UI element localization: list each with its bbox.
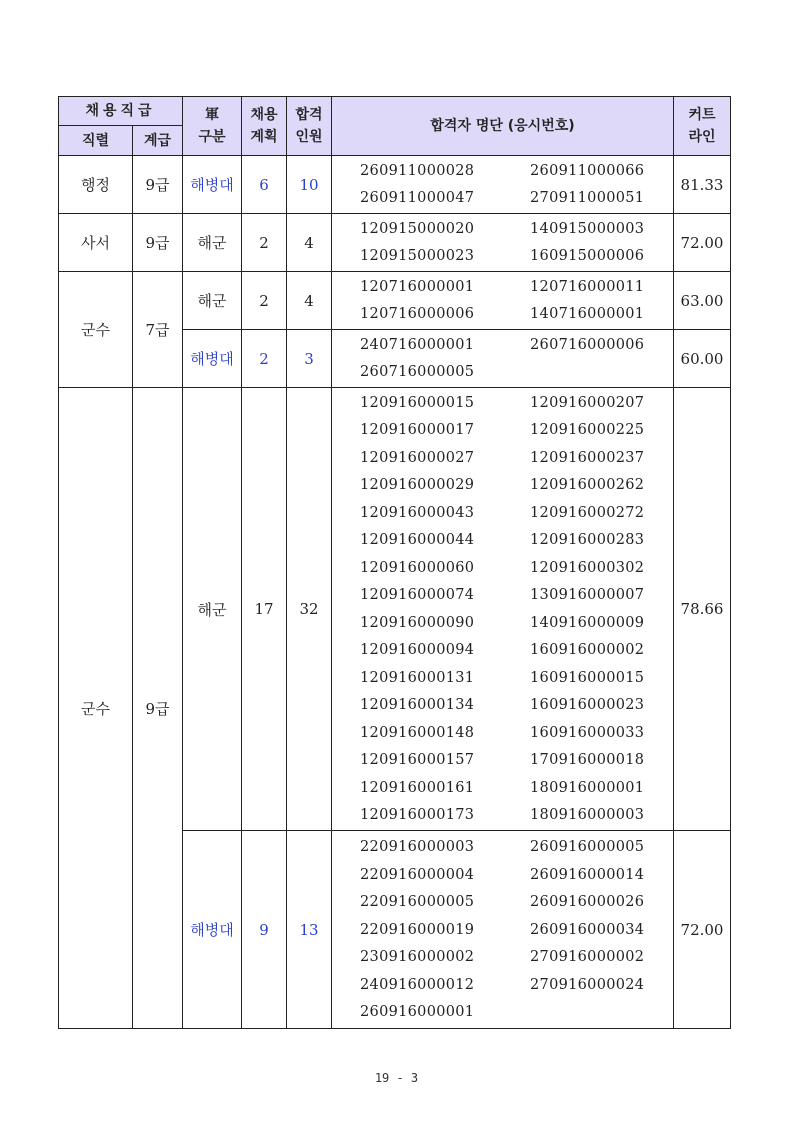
passed-cell: 4 — [287, 272, 332, 330]
passer-numbers-list — [360, 331, 673, 386]
passer-numbers-cell — [332, 272, 674, 330]
branch-cell: 해병대 — [183, 330, 242, 388]
passer-numbers-cell — [332, 330, 674, 388]
passed-cell: 32 — [287, 388, 332, 831]
header-grade: 계급 — [133, 126, 183, 156]
candidate-number: 260916000026 — [530, 894, 645, 910]
candidate-number: 180916000003 — [530, 807, 645, 824]
candidate-number: 120916000060 — [360, 559, 475, 576]
candidate-number: 260716000005 — [360, 364, 475, 381]
passer-numbers-cell — [332, 214, 674, 272]
passer-numbers-list — [360, 389, 673, 829]
candidate-number: 270911000051 — [530, 190, 645, 207]
passed-cell: 13 — [287, 831, 332, 1029]
candidate-number: 120916000272 — [530, 504, 645, 521]
candidate-number: 160916000002 — [530, 642, 645, 659]
branch-cell: 해군 — [183, 388, 242, 831]
table-row — [59, 272, 731, 330]
candidate-number: 120916000094 — [360, 642, 475, 659]
candidate-number: 120916000225 — [530, 422, 645, 439]
candidate-number: 260911000028 — [360, 162, 475, 179]
passer-numbers-list — [360, 833, 673, 1026]
candidate-number: 120716000011 — [530, 278, 645, 295]
candidate-number: 140916000009 — [530, 614, 645, 631]
job-series-cell: 군수 — [59, 388, 133, 1029]
job-series-cell: 행정 — [59, 156, 133, 214]
candidate-number: 260716000006 — [530, 336, 645, 353]
candidate-number: 260916000001 — [360, 1004, 475, 1020]
cutoff-cell: 60.00 — [674, 330, 731, 388]
branch-cell: 해병대 — [183, 156, 242, 214]
candidate-number: 120916000161 — [360, 779, 475, 796]
candidate-number: 180916000001 — [530, 779, 645, 796]
candidate-number: 220916000003 — [360, 839, 475, 855]
candidate-number: 160915000006 — [530, 248, 645, 265]
candidate-number: 120916000302 — [530, 559, 645, 576]
job-series-cell: 군수 — [59, 272, 133, 388]
candidate-number: 260911000066 — [530, 162, 645, 179]
candidate-number: 120916000148 — [360, 724, 475, 741]
passer-numbers-cell — [332, 831, 674, 1029]
candidate-number: 120915000023 — [360, 248, 475, 265]
candidate-number: 120916000283 — [530, 532, 645, 549]
plan-cell: 2 — [242, 330, 287, 388]
passer-numbers-list — [360, 157, 673, 212]
cutoff-cell: 72.00 — [674, 831, 731, 1029]
header-recruit-group: 채용직급 — [59, 97, 183, 126]
candidate-number: 160916000033 — [530, 724, 645, 741]
plan-cell: 9 — [242, 831, 287, 1029]
candidate-number: 220916000019 — [360, 921, 475, 938]
header-cutoff-line2: 라인 — [688, 129, 716, 145]
candidate-number: 170916000018 — [530, 752, 645, 769]
passed-cell: 3 — [287, 330, 332, 388]
header-military-line1: 軍 — [205, 107, 220, 123]
header-plan-line2: 계획 — [250, 129, 278, 145]
candidate-number: 120916000173 — [360, 807, 475, 824]
candidate-number: 140716000001 — [530, 306, 645, 323]
candidate-number: 120916000131 — [360, 669, 475, 686]
header-job-series: 직렬 — [59, 126, 133, 156]
grade-cell: 9급 — [133, 388, 183, 1029]
candidate-number: 120716000006 — [360, 306, 475, 323]
cutoff-cell: 72.00 — [674, 214, 731, 272]
candidate-number: 240716000001 — [360, 336, 475, 353]
branch-cell: 해군 — [183, 272, 242, 330]
candidate-number: 260916000034 — [530, 921, 645, 938]
header-passed-count — [287, 97, 332, 156]
candidate-number: 160916000015 — [530, 669, 645, 686]
candidate-number: 120916000027 — [360, 449, 475, 466]
page-number: 19 - 3 — [374, 1071, 419, 1085]
plan-cell: 2 — [242, 214, 287, 272]
table-row — [59, 156, 731, 214]
candidate-number: 260916000005 — [530, 839, 645, 855]
candidate-number: 130916000007 — [530, 587, 645, 604]
grade-cell: 7급 — [133, 272, 183, 388]
candidate-number: 220916000004 — [360, 866, 475, 883]
branch-cell: 해병대 — [183, 831, 242, 1029]
candidate-number: 220916000005 — [360, 894, 475, 910]
candidate-number: 120915000020 — [360, 220, 475, 237]
grade-cell: 9급 — [133, 214, 183, 272]
header-military-line2: 구분 — [198, 129, 226, 145]
candidate-number: 160916000023 — [530, 697, 645, 714]
job-series-cell: 사서 — [59, 214, 133, 272]
results-table — [58, 96, 731, 1029]
passed-cell: 4 — [287, 214, 332, 272]
grade-cell: 9급 — [133, 156, 183, 214]
header-cutoff — [674, 97, 731, 156]
branch-cell: 해군 — [183, 214, 242, 272]
table-row — [59, 388, 731, 831]
candidate-number: 120916000157 — [360, 752, 475, 769]
candidate-number: 120916000044 — [360, 532, 475, 549]
cutoff-cell: 78.66 — [674, 388, 731, 831]
header-cutoff-line1: 커트 — [688, 107, 716, 123]
candidate-number: 260911000047 — [360, 190, 475, 207]
plan-cell: 2 — [242, 272, 287, 330]
header-military-branch — [183, 97, 242, 156]
candidate-number: 120916000029 — [360, 477, 475, 494]
candidate-number: 230916000002 — [360, 949, 475, 965]
passer-numbers-cell — [332, 156, 674, 214]
candidate-number: 240916000012 — [360, 976, 475, 993]
candidate-number: 270916000024 — [530, 976, 645, 993]
header-plan-line1: 채용 — [250, 107, 278, 123]
candidate-number: 120916000074 — [360, 587, 475, 604]
header-passer-list: 합격자 명단 (응시번호) — [332, 97, 674, 156]
passer-numbers-list — [360, 215, 673, 270]
candidate-number: 270916000002 — [530, 949, 645, 965]
passed-cell: 10 — [287, 156, 332, 214]
candidate-number: 120916000090 — [360, 614, 475, 631]
candidate-number: 120716000001 — [360, 278, 475, 295]
header-recruit-plan — [242, 97, 287, 156]
cutoff-cell: 63.00 — [674, 272, 731, 330]
header-passed-line1: 합격 — [295, 107, 323, 123]
plan-cell: 17 — [242, 388, 287, 831]
candidate-number: 120916000017 — [360, 422, 475, 439]
candidate-number: 140915000003 — [530, 220, 645, 237]
candidate-number: 120916000207 — [530, 394, 645, 411]
candidate-number: 120916000262 — [530, 477, 645, 494]
candidate-number: 120916000043 — [360, 504, 475, 521]
candidate-number: 260916000014 — [530, 866, 645, 883]
header-passed-line2: 인원 — [295, 129, 323, 145]
passer-numbers-cell — [332, 388, 674, 831]
plan-cell: 6 — [242, 156, 287, 214]
cutoff-cell: 81.33 — [674, 156, 731, 214]
candidate-number: 120916000015 — [360, 394, 475, 411]
table-row — [59, 214, 731, 272]
candidate-number: 120916000237 — [530, 449, 645, 466]
passer-numbers-list — [360, 273, 673, 328]
candidate-number: 120916000134 — [360, 697, 475, 714]
